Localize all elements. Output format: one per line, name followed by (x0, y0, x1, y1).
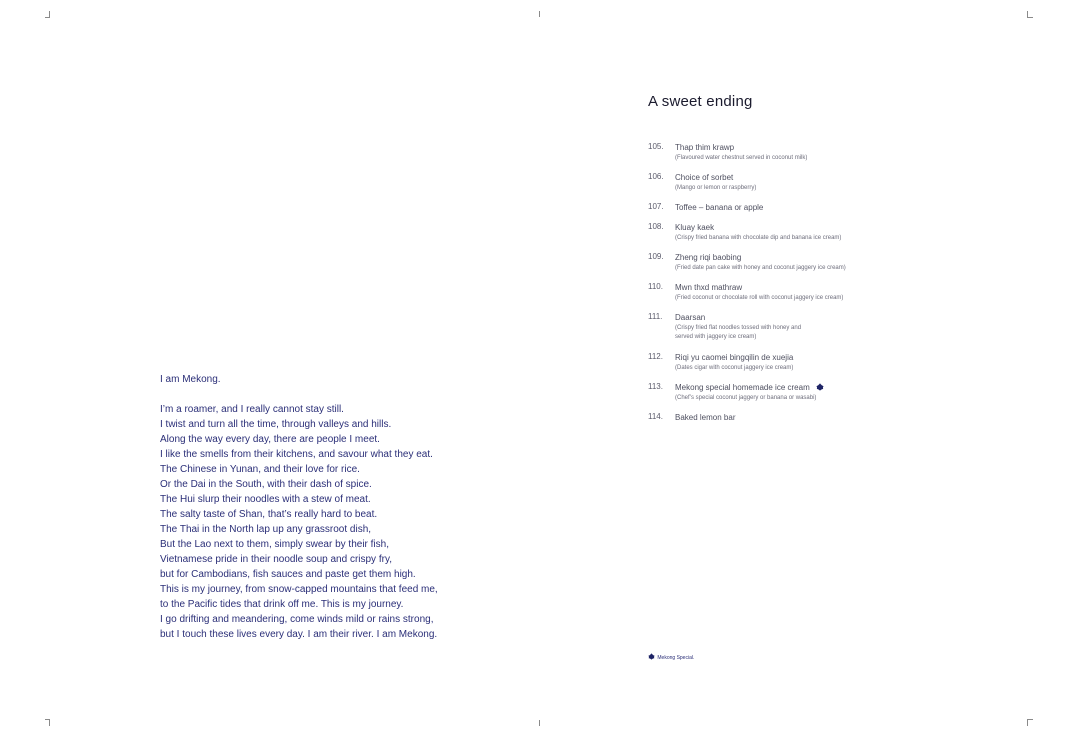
menu-item-description-line: (Mango or lemon or raspberry) (675, 185, 757, 191)
mekong-special-icon (816, 383, 824, 391)
poem-line: But the Lao next to them, simply swear by their fish, (160, 539, 389, 550)
crop-mark-bottom-right-h (1027, 719, 1033, 720)
menu-item-description (675, 264, 908, 273)
poem-line: The Chinese in Yunan, and their love for rice. (160, 464, 360, 475)
menu-item-description-line: (Fried coconut or chocolate roll with coconut jaggery ice cream) (675, 295, 844, 301)
menu-item-number: 113. (648, 382, 663, 391)
menu-item-name-text: Thap thim krawp (675, 143, 735, 152)
menu-item-number: 109. (648, 252, 664, 261)
crop-mark-bottom-center (539, 720, 540, 726)
poem-line: The Thai in the North lap up any grassroot dish, (160, 524, 372, 535)
crop-mark-bottom-left-v (49, 719, 50, 726)
menu-item-description-line: served with jaggery ice cream) (675, 333, 757, 340)
menu-item-description (675, 394, 908, 403)
poem-line: I twist and turn all the time, through valleys and hills. (160, 419, 392, 430)
menu-item-name (675, 142, 908, 153)
menu-item-name (675, 282, 908, 293)
menu-item-description (675, 294, 908, 303)
menu-item-number: 112. (648, 352, 663, 361)
menu-item (648, 142, 908, 172)
menu-item (648, 282, 908, 312)
menu-item-name (675, 312, 908, 323)
poem-line: Or the Dai in the South, with their dash of spice. (160, 479, 372, 490)
menu-item-number: 108. (648, 222, 664, 231)
menu-item-description (675, 234, 908, 243)
menu-item-name (675, 202, 908, 213)
menu-item (648, 172, 908, 202)
mekong-special-legend (648, 653, 694, 661)
menu-item-number: 106. (648, 172, 664, 181)
poem-intro: I am Mekong. (160, 374, 221, 385)
menu-item-name (675, 222, 908, 233)
menu-item-name (675, 382, 908, 393)
menu-item-description (675, 364, 908, 373)
poem-lines (160, 402, 460, 642)
menu-item-description-line: (Fried date pan cake with honey and coconut jaggery ice cream) (675, 265, 846, 271)
menu-item-name (675, 252, 908, 263)
menu-item (648, 382, 908, 412)
crop-mark-bottom-right-v (1027, 719, 1028, 726)
menu-item-description-line: (Crispy fried banana with chocolate dip and banana ice cream) (675, 235, 842, 241)
menu-item-description-line: (Dates cigar with coconut jaggery ice cream) (675, 365, 794, 371)
menu-item-name-text: Zheng riqi baobing (675, 253, 742, 262)
menu-item-name (675, 172, 908, 183)
poem-line: I go drifting and meandering, come winds mild or rains strong, (160, 614, 434, 625)
menu-item-description (675, 154, 908, 163)
mekong-special-icon (648, 653, 655, 660)
poem-line: to the Pacific tides that drink off me. This is my journey. (160, 599, 404, 610)
poem-line: Along the way every day, there are people I meet. (160, 434, 380, 445)
poem-line: but for Cambodians, fish sauces and paste get them high. (160, 569, 416, 580)
menu-item (648, 352, 908, 382)
poem-line: This is my journey, from snow-capped mountains that feed me, (160, 584, 438, 595)
menu-item-name-text: Riqi yu caomei bingqilin de xuejia (675, 353, 794, 362)
menu-item-name-text: Mekong special homemade ice cream (675, 383, 810, 392)
crop-mark-top-right-h (1027, 17, 1033, 18)
menu-item (648, 312, 908, 352)
menu-item-description (675, 324, 908, 341)
legend-label: Mekong Special. (657, 655, 695, 661)
poem-line: but I touch these lives every day. I am their river. I am Mekong. (160, 629, 438, 640)
menu-section-title: A sweet ending (648, 93, 753, 110)
poem-line: Vietnamese pride in their noodle soup and crispy fry, (160, 554, 392, 565)
menu-item-description-line: (Chef’s special coconut jaggery or banana or wasabi) (675, 395, 817, 401)
menu-item-name-text: Choice of sorbet (675, 173, 734, 182)
menu-item-number: 107. (648, 202, 664, 211)
menu-item-name-text: Mwn thxd mathraw (675, 283, 743, 292)
crop-mark-bottom-left-h (45, 719, 50, 720)
menu-item-number: 111. (648, 312, 663, 321)
menu-item-description-line: (Flavoured water chestnut served in coconut milk) (675, 155, 808, 161)
poem-line: The salty taste of Shan, that’s really hard to beat. (160, 509, 378, 520)
mekong-poem (160, 372, 460, 642)
menu-item-name-text: Baked lemon bar (675, 413, 736, 422)
menu-item-number: 110. (648, 282, 663, 291)
menu-item (648, 202, 908, 222)
menu-item (648, 222, 908, 252)
crop-mark-top-center (539, 11, 540, 17)
menu-item-name (675, 412, 908, 423)
menu-item-name-text: Daarsan (675, 313, 706, 322)
menu-item-description-line: (Crispy fried flat noodles tossed with honey and (675, 325, 802, 331)
menu-item-number: 114. (648, 412, 663, 421)
menu-item-description (675, 184, 908, 193)
menu-item-name-text: Kluay kaek (675, 223, 715, 232)
menu-item-name (675, 352, 908, 363)
menu-item-number: 105. (648, 142, 664, 151)
crop-mark-top-left-h (45, 17, 50, 18)
poem-line: I like the smells from their kitchens, and savour what they eat. (160, 449, 433, 460)
poem-line: I’m a roamer, and I really cannot stay still. (160, 404, 344, 415)
poem-line: The Hui slurp their noodles with a stew of meat. (160, 494, 371, 505)
menu-item (648, 252, 908, 282)
menu-item-name-text: Toffee – banana or apple (675, 203, 764, 212)
dessert-menu-list (648, 142, 908, 422)
